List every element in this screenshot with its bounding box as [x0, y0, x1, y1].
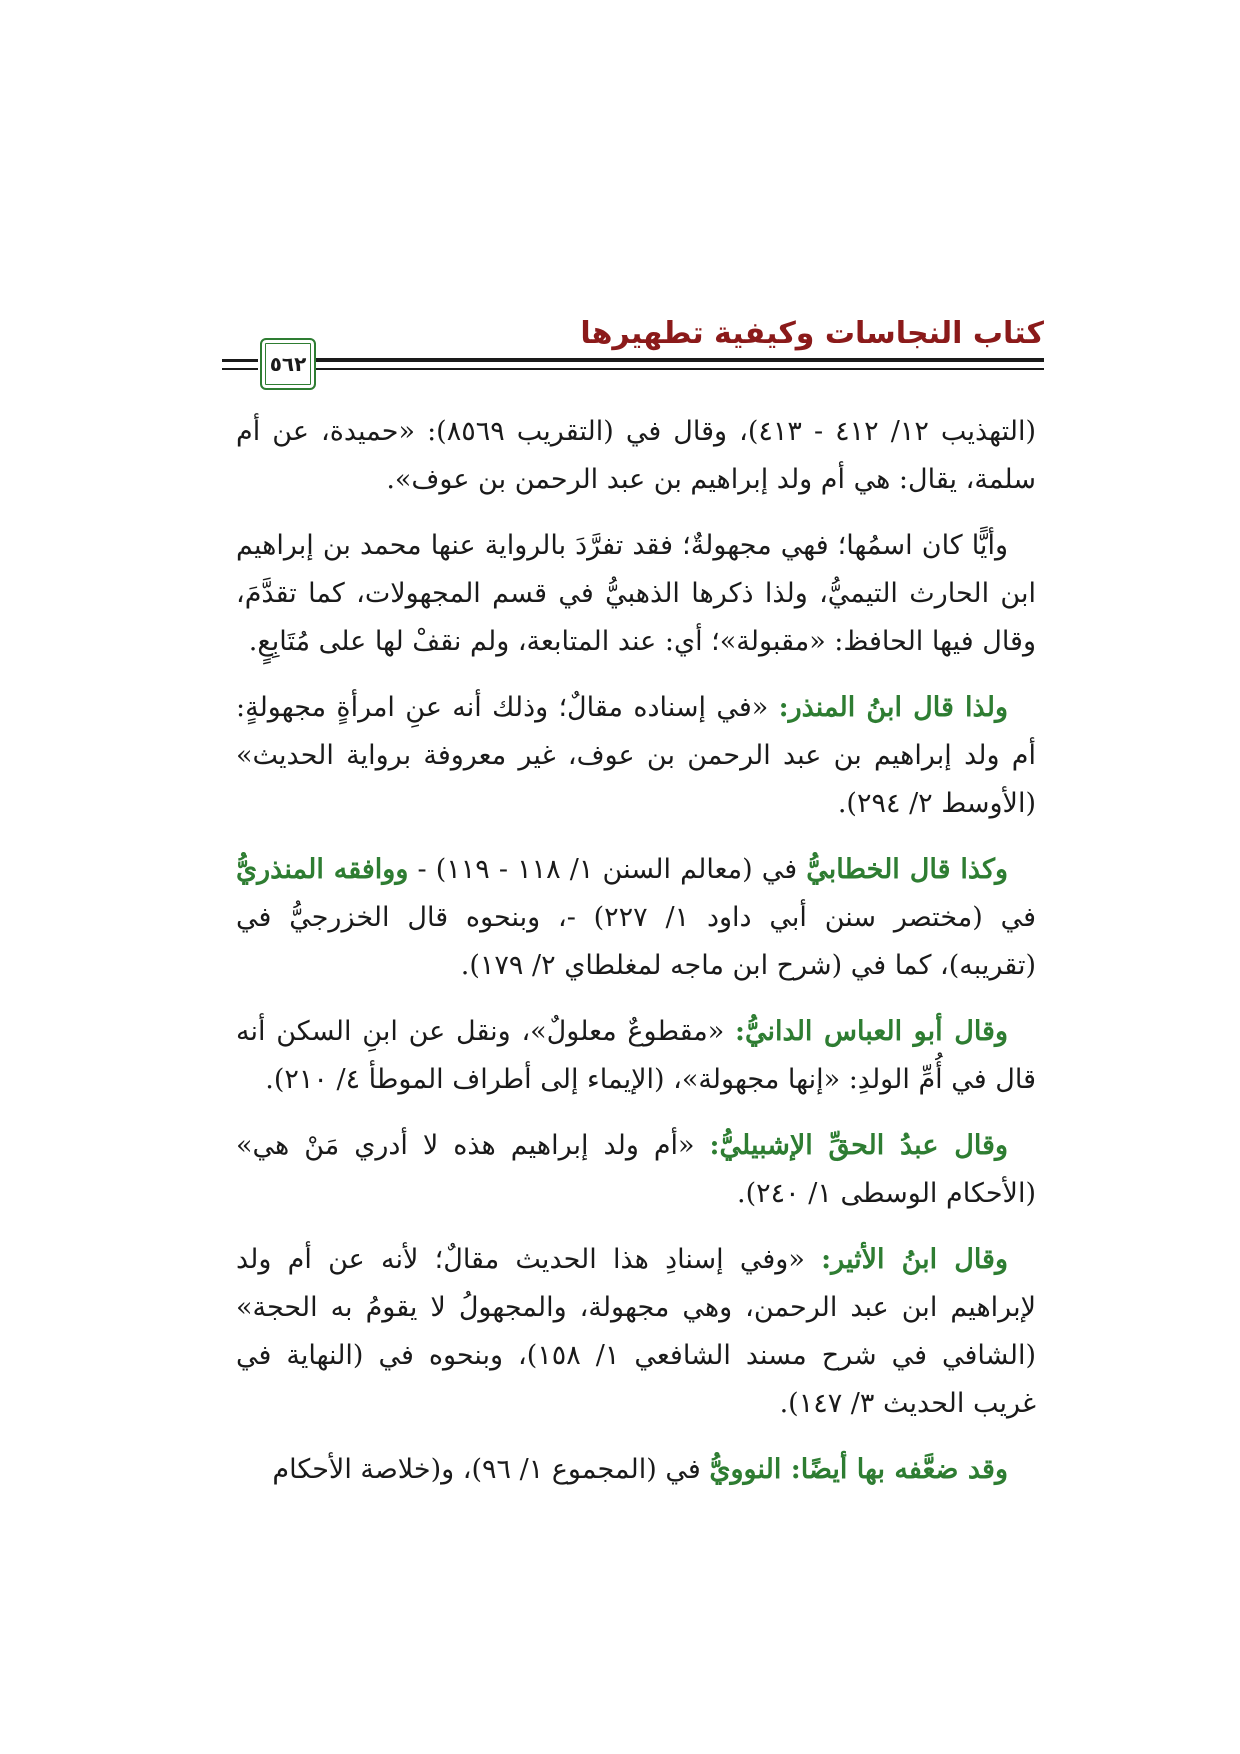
speaker-label: ولذا قال ابنُ المنذر: — [778, 692, 1008, 723]
paragraph-text: «في إسناده مقالٌ؛ وذلك أنه عنِ امرأةٍ مجهولةٍ: أم ولد إبراهيم بن عبد الرحمن بن عوف، غير معروفة برواية الحديث» (الأوسط ٢/ ٢٩٤). — [236, 692, 1036, 819]
paragraph-5 — [236, 1008, 1036, 1104]
paragraph-text: «مقطوعٌ معلولٌ»، ونقل عن ابنِ السكن أنه قال في أُمِّ الولدِ: «إنها مجهولة»، (الإيماء إلى أطراف الموطأ ٤/ ٢١٠). — [236, 1016, 1036, 1095]
paragraph-2: وأيًّا كان اسمُها؛ فهي مجهولةٌ؛ فقد تفرَّدَ بالرواية عنها محمد بن إبراهيم ابن الحارث التيميُّ، ولذا ذكرها الذهبيُّ في قسم المجهولات، كما تقدَّمَ، وقال فيها الحافظ: «مقبولة»؛ أي: عند المتابعة، ولم نقفْ لها على مُتَابِعٍ. — [236, 530, 1036, 657]
paragraph-text: في (المجموع ١/ ٩٦)، و(خلاصة الأحكام — [272, 1454, 710, 1485]
page-header — [222, 316, 1044, 396]
paragraph-4 — [236, 846, 1036, 990]
paragraph-text: «وفي إسنادِ هذا الحديث مقالٌ؛ لأنه عن أم ولد لإبراهيم ابن عبد الرحمن، وهي مجهولة، والمجهولُ لا يقومُ به الحجة» (الشافي في شرح مسند الشافعي ١/ ١٥٨)، وبنحوه في (النهاية في غريب الحديث ٣/ ١٤٧). — [236, 1244, 1036, 1419]
page-number-frame — [260, 338, 316, 390]
paragraph-text: «أم ولد إبراهيم هذه لا أدري مَنْ هي» (الأحكام الوسطى ١/ ٢٤٠). — [236, 1130, 1036, 1209]
speaker-label: ووافقه المنذريُّ — [236, 854, 409, 885]
paragraph-text: في (معالم السنن ١/ ١١٨ - ١١٩) - — [408, 854, 807, 885]
paragraph-8 — [236, 1446, 1036, 1494]
paragraph-text: في (مختصر سنن أبي داود ١/ ٢٢٧) -، وبنحوه قال الخزرجيُّ في (تقريبه)، كما في (شرح ابن ماجه لمغلطاي ٢/ ١٧٩). — [236, 902, 1036, 981]
speaker-label: وكذا قال الخطابيُّ — [806, 854, 1008, 885]
header-rule-bottom — [302, 368, 1044, 370]
page-number: ٥٦٢ — [269, 352, 307, 376]
speaker-label: وقال عبدُ الحقِّ الإشبيليُّ: — [709, 1130, 1008, 1161]
paragraph-1: (التهذيب ١٢/ ٤١٢ - ٤١٣)، وقال في (التقريب ٨٥٦٩): «حميدة، عن أم سلمة، يقال: هي أم ولد إبراهيم بن عبد الرحمن بن عوف». — [236, 416, 1036, 495]
header-rule-left-bottom — [222, 368, 258, 370]
book-title: كتاب النجاسات وكيفية تطهيرها — [580, 316, 1044, 351]
paragraph-3 — [236, 684, 1036, 828]
speaker-label: وقد ضعَّفه بها أيضًا: — [790, 1454, 1008, 1485]
page-body — [236, 408, 1036, 1512]
header-rule-left-top — [222, 359, 258, 362]
speaker-label: وقال ابنُ الأثير: — [821, 1244, 1008, 1275]
paragraph-7 — [236, 1236, 1036, 1428]
speaker-label: وقال أبو العباس الدانيُّ: — [735, 1016, 1008, 1047]
speaker-label: النوويُّ — [709, 1454, 791, 1485]
paragraph-6 — [236, 1122, 1036, 1218]
header-rule-top — [302, 358, 1044, 362]
